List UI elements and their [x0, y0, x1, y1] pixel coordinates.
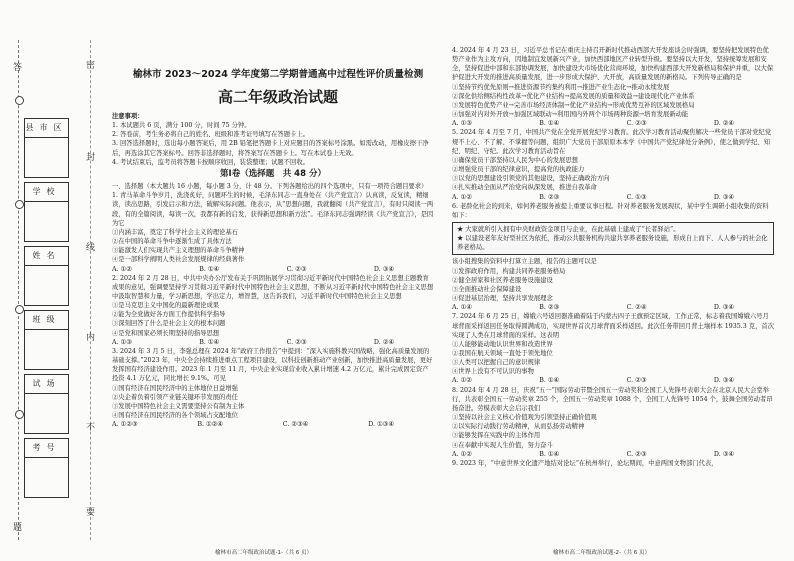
answer-choice[interactable]: C. ②③: [626, 120, 647, 128]
material-item: ★ 大家就所引入拥有中央财政资金项目与企业，在此基础上建成了“长者驿站”。: [457, 225, 680, 233]
option-item: ①内涵丰富，奠定了科学社会主义的理论基石: [112, 228, 238, 236]
option-item: ③发展特色优势产业→完善市场经济体制→优化产业结构→形成优势互补的区域发展格局: [452, 101, 695, 109]
field-county[interactable]: [24, 118, 69, 178]
answer-choice[interactable]: A. ①③: [112, 338, 132, 346]
left-column: [112, 112, 434, 429]
seal-line: [90, 40, 91, 540]
option-item: ③全面推动社会保障建设: [452, 285, 522, 293]
choice-row: [112, 420, 434, 429]
option-item: ②在中国的革命斗争中逐渐生成了具体方法: [112, 238, 232, 246]
material-box: [452, 222, 774, 255]
section-intro: 一、选择题（本大题共 16 小题，每小题 3 分，计 48 分。下列各题给出的四个选项中，只有一项符合题目要求）: [112, 183, 428, 191]
option-item: ④是一部科学阐明人类社会发展规律的经典著作: [112, 256, 245, 264]
answer-choice[interactable]: A. ①②: [452, 450, 472, 458]
question: [452, 46, 774, 128]
answer-choice[interactable]: C. ②③: [286, 338, 307, 346]
question-stem: 4. 2024 年 4 月 23 日，习近平总书记在重庆主持召开新时代推动西部大开发座谈会时强调，要坚持把发展特色优势产业作为主攻方向，因地制宜发展新兴产业，加快西部地区产业转型升级。要坚持以大开发，坚持统筹发展和安全，坚持促进中部和东部协调发展，加快建设大市场优化营商环境，加快构建西部大开发新格局和保护并重，以大保护促进大开发的推进高质量发展，进一步形成大保护、大开放，高质量发展的新格局。下列传导正确的是: [452, 47, 774, 82]
answer-choice[interactable]: B. ①④: [199, 265, 220, 273]
seal-char: 题: [13, 523, 23, 533]
option-item: ①确保党员干部坚持以人民为中心的发展思想: [452, 156, 578, 164]
answer-choice[interactable]: C. ②④: [626, 304, 647, 312]
answer-choice[interactable]: D. ③④: [713, 304, 734, 312]
exam-title: 榆林市 2023～2024 学年度第二学期普通高中过程性评价质量检测: [132, 69, 424, 80]
option-item: ③以党的思想建设引领党的其他建设，坚持正确政治方向: [452, 175, 610, 183]
answer-choice[interactable]: B. ①④: [539, 377, 560, 385]
field-label: 姓名: [25, 247, 68, 266]
field-exam-number[interactable]: [24, 438, 69, 498]
question-prompt: 该小组搜集的资料中打算立主题，报告的主题可以是: [452, 258, 597, 266]
page-footer-left: 榆林市高二年级政治试题-1-（共 6 页）: [215, 550, 312, 556]
option-item: ③能激发人们实现共产主义理想的革命斗争精神: [112, 247, 245, 255]
punch-hole-icon: [15, 305, 24, 314]
answer-choice[interactable]: A. ①④: [452, 304, 472, 312]
note-item: 4. 考试结束后，监考员将答题卡按顺序收回，装袋整理；试题不回收。: [112, 158, 309, 166]
field-label: 班级: [25, 311, 68, 330]
answer-choice[interactable]: A. ①②: [452, 193, 472, 201]
answer-choice[interactable]: D. ②④: [373, 338, 394, 346]
option-item: ①坚持以社会主义核心价值观为引领坚持正确价值观: [452, 414, 597, 422]
field-class[interactable]: [24, 310, 69, 370]
option-item: ①是马克思主义中国化的最新理论成果: [112, 302, 220, 310]
option-item: ④扎实推动全面从严治党向纵深发展，推进自我革命: [452, 184, 597, 192]
question-stem: 3. 2024 年 3 月 5 日，李强总理在 2024 年“政府工作报告”中提到：“深入实施科教兴国战略，强化高质量发展的基础支撑。”2023 年，中央全会持续推进重点工程项目建设，以科技创新推动产业创新，加快推进高质量发展，更好发挥国有经济建设作用。2023 年 1 月至 11 月，中央企业实现营业收入累计增速 4.2 万亿元，累计完成固定资产投资 4.1 万亿元，同比增长 9.1%。可见: [112, 347, 433, 383]
section-heading: 第Ⅰ卷（选择题 共 48 分）: [220, 168, 326, 179]
choice-row: [452, 119, 774, 128]
answer-choice[interactable]: D. ①③④: [368, 421, 394, 429]
answer-choice[interactable]: B. ②③: [539, 304, 560, 312]
option-item: ④国有经济在国民经济的各个领域占支配地位: [112, 412, 238, 419]
choice-row: [452, 450, 774, 459]
answer-choice[interactable]: D. ③④: [713, 193, 734, 201]
choice-row: [452, 193, 774, 202]
option-item: ②能为全党做好各方面工作提供科学指导: [112, 311, 226, 319]
question: [452, 202, 774, 313]
question-stem: 9. 2023 年，“中意世界文化遗产地结对论坛”在杭州举行，论坛期间，中意两国文物部门代表，: [452, 459, 718, 467]
option-item: ④加强对内对外开放→加强区域联动→利用国内外两个市场两种资源→培育发展新动能: [452, 111, 689, 119]
notes-label: 注意事项：: [112, 113, 144, 120]
page-footer-right: 榆林市高二年级政治试题-2-（共 6 页）: [553, 550, 650, 556]
choice-row: [112, 265, 434, 274]
answer-choice[interactable]: C. ①③: [626, 193, 647, 201]
answer-choice[interactable]: C. ②③: [286, 265, 307, 273]
seal-char: 内: [86, 333, 96, 343]
answer-choice[interactable]: B. ①④: [539, 450, 560, 458]
choice-row: [452, 376, 774, 385]
cut-line: [18, 40, 19, 540]
seal-char: 线: [86, 243, 96, 253]
exam-subject: 高二年级政治试题: [217, 88, 338, 106]
option-item: ③能够发挥在实践中的主体作用: [452, 432, 541, 440]
seal-char: 答: [13, 63, 23, 73]
seal-char: 不: [86, 423, 96, 433]
option-item: ①坚持节约优先原则→推进资源节约集约利用→推进产业生态化→推动永续发展: [452, 83, 670, 91]
answer-choice[interactable]: A. ①③: [452, 120, 472, 128]
option-item: ①人能够能动地认识世界和改造世界: [452, 340, 553, 348]
note-item: 1. 本试题共 6 页，满分 100 分，时间 75 分钟。: [112, 122, 251, 130]
seal-char: 密: [86, 61, 96, 71]
option-item: ④世界上没有不可认识的事物: [452, 368, 534, 376]
note-item: 3. 回答选择题时，选出每小题答案后，用 2B 铅笔把答题卡上对应题目的答案标号涂黑。如需改动，用橡皮擦干净后，再选涂其它答案标号。回答非选择题时，将答案写在答题卡上。写在本试卷上无效。: [112, 140, 429, 157]
field-label: 学校: [25, 183, 68, 202]
seal-char: 要: [86, 508, 96, 518]
option-item: ②增强党员干部的纪律意识，提高党的执政能力: [452, 166, 585, 174]
option-item: ④在奉献中实现人生价值，努力奋斗: [452, 441, 553, 449]
choice-row: [452, 303, 774, 312]
question-stem: 6. 老龄化社会的到来，如何养老服务被提上重要议事日程。针对养老服务发展现状，某中学生调研小组收集的资料如下：: [452, 202, 769, 219]
note-item: 2. 答卷前，考生务必将自己的姓名、班级和准考证号填写在答题卡上。: [112, 131, 309, 139]
field-label: 考号: [25, 439, 68, 458]
option-item: ①国有经济在国民经济中的主体地位日益增强: [112, 384, 238, 392]
question: [452, 128, 774, 201]
question: [452, 312, 774, 385]
option-item: ②央企着负着引领产业链关键环节发展的责任: [112, 393, 238, 401]
option-item: ③深刻回答了什么是社会主义的根本问题: [112, 320, 226, 328]
option-item: ④促进基层治理，坚持共享发展理念: [452, 295, 553, 303]
question: [112, 274, 434, 347]
answer-choice[interactable]: C. ②③④: [282, 421, 309, 429]
right-question-list: [452, 46, 774, 468]
answer-choice[interactable]: D. ③④: [713, 450, 734, 458]
field-name[interactable]: [24, 246, 69, 306]
question: [452, 459, 774, 468]
option-item: ②以实际行动践行劳动精神，从而弘扬劳动精神: [452, 423, 585, 431]
answer-choice[interactable]: D. ②④: [713, 120, 734, 128]
option-item: ④是党和国家必须长期坚持的指导思想: [112, 329, 220, 337]
answer-choice[interactable]: B. ①④: [199, 338, 220, 346]
left-question-list: [112, 191, 434, 429]
option-item: ②我国在航天领域一直处于领先地位: [452, 350, 553, 357]
answer-choice[interactable]: C. ②③: [626, 450, 647, 458]
option-item: ②深化供给侧结构性改革→优化产业结构→提高发展的质量和效益→建设现代化产业体系: [452, 92, 695, 100]
option-item: ②健全居家和社区养老服务设施建设: [452, 276, 553, 284]
choice-row: [112, 338, 434, 347]
question-stem: 2. 2024 年 2 月 28 日，中共中央办公厅发布关于巩固拓展学习贯彻习近平新时代中国特色社会主义思想主题教育成果的意见，强调要坚持学习贯彻习近平新时代中国特色社会主义思想，不断从习近平新时代中国特色社会主义思想中汲取智慧和力量，学习新思想，学出定力，增智慧，这告诉我们，习近平新时代中国特色社会主义思想: [112, 274, 434, 300]
option-item: ③发展中国特色社会主义需要坚持公有制为主体: [112, 402, 245, 410]
answer-choice[interactable]: B. ②③: [539, 193, 560, 201]
option-item: ③人类可以把握自己的意识规律: [452, 359, 541, 367]
question: [452, 386, 774, 459]
punch-hole-icon: [15, 410, 24, 419]
answer-choice[interactable]: B. ①④: [539, 120, 560, 128]
field-room[interactable]: [24, 374, 69, 434]
option-item: ①发挥政府作用，构建共同养老服务格局: [452, 267, 566, 275]
question: [112, 191, 434, 273]
answer-choice[interactable]: B. ①②④: [197, 421, 223, 429]
punch-hole-icon: [15, 96, 24, 105]
seal-char: 封: [86, 153, 96, 163]
question: [112, 347, 434, 429]
answer-choice[interactable]: C. ②③: [626, 377, 647, 385]
question-stem: 5. 2024 年 4 月至 7 月，中国共产党在全党开展党纪学习教育。此次学习教育活动聚焦解决一些党员干部对党纪党规不上心、不了解、不掌握等问题，组织广大党员干部原原本本学《中国共产党纪律处分条例》，使之做到学纪、知纪、明纪、守纪。此次学习教育活动旨在: [452, 129, 772, 155]
answer-choice[interactable]: D. ③④: [373, 265, 394, 273]
question-stem: 7. 2024 年 6 月 25 日，嫦娥六号返回器准确着陆于内蒙古四子王旗预定区域，工作正常，标志着我国嫦娥六号月球背面采样返回任务取得圆满成功，实现世界首次月球背面采样返回。此次任务带回月背土壤样本 1935.3 克，首次实现了人类在月球背面的采样。这表明: [452, 313, 774, 339]
field-school[interactable]: [24, 182, 69, 242]
answer-choice[interactable]: D. ③④: [713, 377, 734, 385]
answer-choice[interactable]: A. ①②: [452, 377, 472, 385]
answer-choice[interactable]: A. ①②③: [112, 421, 138, 429]
answer-choice[interactable]: A. ①②: [112, 265, 132, 273]
material-item: ★ 以建设老年友好型社区为依托，推动公共服务机构共建共享养老服务设施，形成自上而下、人人参与的社会化养老格局。: [457, 235, 768, 252]
right-column: [452, 46, 774, 468]
field-label: 试场: [25, 375, 68, 394]
question-stem: 1. 青马革命斗争岁月，洗浇炙好，问题环生的时候，毛泽东同志一直身处在（共产党宣言）认真读，反复读，精细读，读出思路，引发启示和方法，破解实际问题。他表示，从“思想问题，我就翻阅（共产党宣言），有时只阅读一两段，有的全篇阅读，每读一次，我都有新的启发，获得新思想和新方法”。毛泽东同志强调经读《共产党宣言》，是因为它: [112, 192, 434, 227]
binding-strip: [0, 0, 100, 561]
question-stem: 8. 2024 年 4 月 28 日，庆祝“五一”国际劳动节暨全国五一劳动奖和全国工人先锋号表彰大会在北京人民大会堂举行，共表彰全国五一劳动奖章 255 个，全国五一劳动奖章 1088 个，全国工人先锋号 1054 个，鼓舞全国劳动者昂扬奋进。劳模表彰大会启示我们: [452, 386, 773, 412]
field-label: 县市区: [25, 119, 68, 138]
punch-hole-icon: [15, 200, 24, 209]
